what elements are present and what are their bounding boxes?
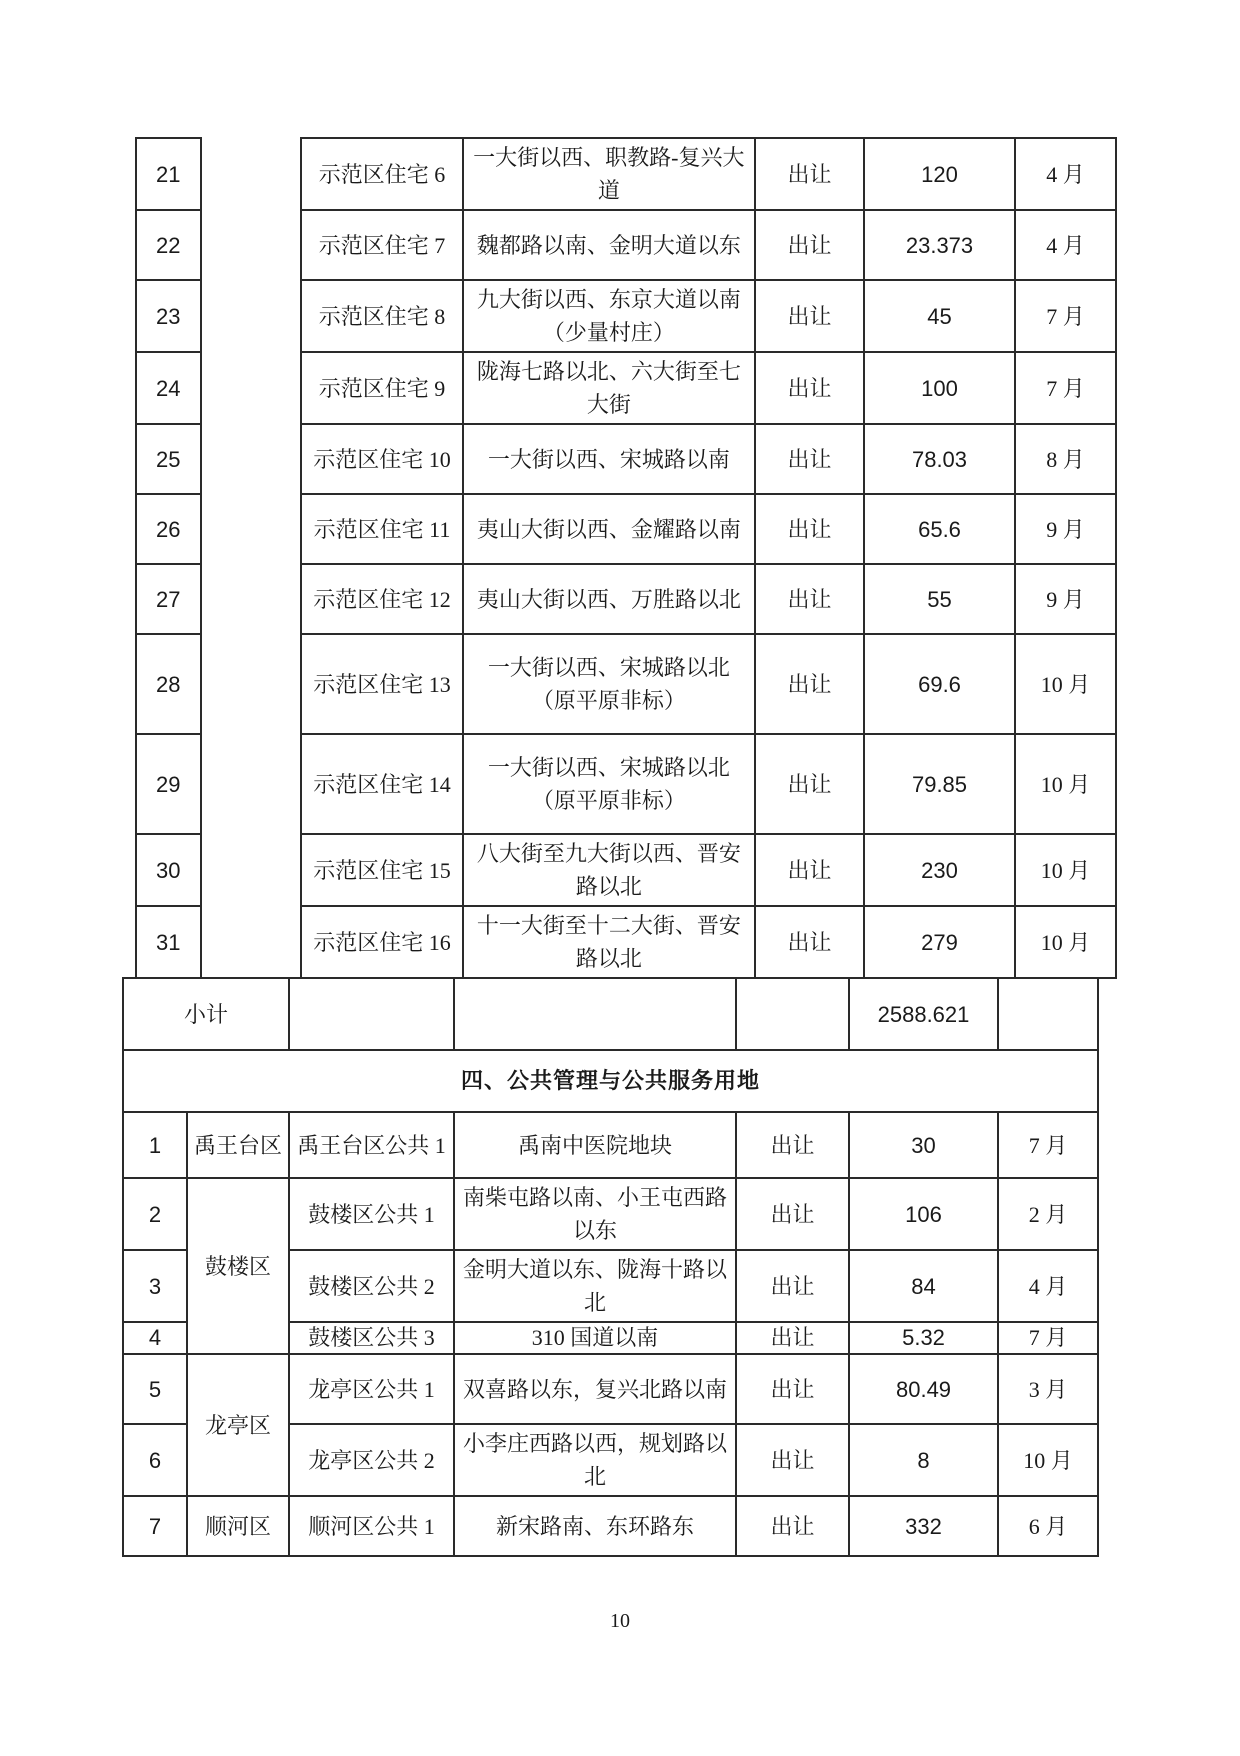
plot-name: 顺河区公共 1	[289, 1496, 454, 1556]
subtotal-label: 小计	[123, 978, 289, 1050]
plot-name: 龙亭区公共 2	[289, 1424, 454, 1496]
plot-location: 十一大街至十二大街、晋安路以北	[463, 906, 755, 978]
row-number: 1	[123, 1112, 187, 1178]
supply-method: 出让	[755, 564, 864, 634]
plot-area: 45	[864, 280, 1015, 352]
plot-area: 279	[864, 906, 1015, 978]
public-service-land-table	[122, 977, 1099, 1557]
supply-month: 7 月	[1015, 352, 1116, 424]
page-number: 10	[610, 1610, 630, 1632]
section-title: 四、公共管理与公共服务用地	[123, 1050, 1098, 1112]
plot-area: 80.49	[849, 1354, 998, 1424]
table-row	[123, 1112, 1098, 1178]
plot-area: 79.85	[864, 734, 1015, 834]
plot-name: 示范区住宅 14	[301, 734, 462, 834]
supply-month: 9 月	[1015, 494, 1116, 564]
plot-area: 106	[849, 1178, 998, 1250]
plot-area: 332	[849, 1496, 998, 1556]
plot-name: 示范区住宅 7	[301, 210, 462, 280]
plot-name: 示范区住宅 12	[301, 564, 462, 634]
plot-area: 23.373	[864, 210, 1015, 280]
district: 龙亭区	[187, 1354, 289, 1496]
empty-cell	[289, 978, 454, 1050]
supply-month: 9 月	[1015, 564, 1116, 634]
supply-month: 7 月	[1015, 280, 1116, 352]
district: 顺河区	[187, 1496, 289, 1556]
plot-location: 310 国道以南	[454, 1322, 736, 1354]
supply-month: 4 月	[1015, 210, 1116, 280]
table-row	[123, 1496, 1098, 1556]
plot-location: 魏都路以南、金明大道以东	[463, 210, 755, 280]
plot-name: 示范区住宅 8	[301, 280, 462, 352]
supply-month: 7 月	[998, 1322, 1098, 1354]
table-row	[123, 1354, 1098, 1424]
supply-month: 10 月	[1015, 634, 1116, 734]
plot-location: 一大街以西、宋城路以北（原平原非标）	[463, 734, 755, 834]
supply-method: 出让	[755, 494, 864, 564]
subtotal-area: 2588.621	[849, 978, 998, 1050]
plot-area: 5.32	[849, 1322, 998, 1354]
supply-method: 出让	[736, 1496, 849, 1556]
plot-area: 65.6	[864, 494, 1015, 564]
plot-name: 示范区住宅 11	[301, 494, 462, 564]
plot-area: 78.03	[864, 424, 1015, 494]
supply-method: 出让	[736, 1250, 849, 1322]
supply-method: 出让	[755, 834, 864, 906]
supply-method: 出让	[755, 210, 864, 280]
row-number: 24	[136, 352, 201, 424]
plot-location: 小李庄西路以西，规划路以北	[454, 1424, 736, 1496]
plot-name: 示范区住宅 13	[301, 634, 462, 734]
plot-location: 夷山大街以西、万胜路以北	[463, 564, 755, 634]
plot-location: 双喜路以东，复兴北路以南	[454, 1354, 736, 1424]
plot-name: 禹王台区公共 1	[289, 1112, 454, 1178]
row-number: 31	[136, 906, 201, 978]
supply-method: 出让	[736, 1178, 849, 1250]
supply-month: 10 月	[1015, 734, 1116, 834]
row-number: 5	[123, 1354, 187, 1424]
plot-name: 示范区住宅 6	[301, 138, 462, 210]
row-number: 25	[136, 424, 201, 494]
plot-location: 一大街以西、职教路-复兴大道	[463, 138, 755, 210]
supply-month: 10 月	[1015, 834, 1116, 906]
plot-location: 南柴屯路以南、小王屯西路以东	[454, 1178, 736, 1250]
plot-name: 鼓楼区公共 1	[289, 1178, 454, 1250]
row-number: 4	[123, 1322, 187, 1354]
residential-land-table	[135, 137, 1117, 979]
row-number: 26	[136, 494, 201, 564]
supply-method: 出让	[736, 1354, 849, 1424]
row-number: 28	[136, 634, 201, 734]
plot-area: 69.6	[864, 634, 1015, 734]
plot-location: 金明大道以东、陇海十路以北	[454, 1250, 736, 1322]
row-number: 2	[123, 1178, 187, 1250]
supply-month: 6 月	[998, 1496, 1098, 1556]
supply-month: 2 月	[998, 1178, 1098, 1250]
row-number: 22	[136, 210, 201, 280]
plot-location: 夷山大街以西、金耀路以南	[463, 494, 755, 564]
supply-method: 出让	[755, 424, 864, 494]
supply-month: 3 月	[998, 1354, 1098, 1424]
plot-area: 30	[849, 1112, 998, 1178]
row-number: 27	[136, 564, 201, 634]
plot-name: 示范区住宅 10	[301, 424, 462, 494]
supply-method: 出让	[736, 1322, 849, 1354]
row-number: 21	[136, 138, 201, 210]
supply-method: 出让	[755, 634, 864, 734]
table-row	[123, 1178, 1098, 1250]
row-number: 30	[136, 834, 201, 906]
row-number: 23	[136, 280, 201, 352]
plot-location: 一大街以西、宋城路以南	[463, 424, 755, 494]
empty-cell	[998, 978, 1098, 1050]
supply-month: 10 月	[998, 1424, 1098, 1496]
supply-method: 出让	[755, 906, 864, 978]
supply-month: 8 月	[1015, 424, 1116, 494]
plot-area: 8	[849, 1424, 998, 1496]
district: 禹王台区	[187, 1112, 289, 1178]
table-row	[136, 138, 1116, 210]
plot-location: 八大街至九大街以西、晋安路以北	[463, 834, 755, 906]
row-number: 29	[136, 734, 201, 834]
supply-method: 出让	[755, 138, 864, 210]
empty-cell	[454, 978, 736, 1050]
plot-area: 120	[864, 138, 1015, 210]
supply-method: 出让	[736, 1424, 849, 1496]
row-number: 6	[123, 1424, 187, 1496]
plot-name: 鼓楼区公共 2	[289, 1250, 454, 1322]
supply-method: 出让	[755, 280, 864, 352]
row-number: 3	[123, 1250, 187, 1322]
section-header-row	[123, 1050, 1098, 1112]
plot-name: 龙亭区公共 1	[289, 1354, 454, 1424]
supply-month: 4 月	[998, 1250, 1098, 1322]
plot-area: 55	[864, 564, 1015, 634]
plot-name: 鼓楼区公共 3	[289, 1322, 454, 1354]
plot-name: 示范区住宅 16	[301, 906, 462, 978]
plot-name: 示范区住宅 9	[301, 352, 462, 424]
plot-area: 100	[864, 352, 1015, 424]
supply-method: 出让	[755, 734, 864, 834]
district-cell-blank	[201, 138, 302, 978]
supply-month: 4 月	[1015, 138, 1116, 210]
supply-month: 7 月	[998, 1112, 1098, 1178]
plot-location: 九大街以西、东京大道以南（少量村庄）	[463, 280, 755, 352]
plot-area: 84	[849, 1250, 998, 1322]
supply-month: 10 月	[1015, 906, 1116, 978]
plot-location: 一大街以西、宋城路以北（原平原非标）	[463, 634, 755, 734]
row-number: 7	[123, 1496, 187, 1556]
plot-name: 示范区住宅 15	[301, 834, 462, 906]
plot-area: 230	[864, 834, 1015, 906]
subtotal-row	[123, 978, 1098, 1050]
plot-location: 陇海七路以北、六大街至七大街	[463, 352, 755, 424]
supply-method: 出让	[755, 352, 864, 424]
supply-method: 出让	[736, 1112, 849, 1178]
empty-cell	[736, 978, 849, 1050]
plot-location: 禹南中医院地块	[454, 1112, 736, 1178]
district: 鼓楼区	[187, 1178, 289, 1354]
plot-location: 新宋路南、东环路东	[454, 1496, 736, 1556]
